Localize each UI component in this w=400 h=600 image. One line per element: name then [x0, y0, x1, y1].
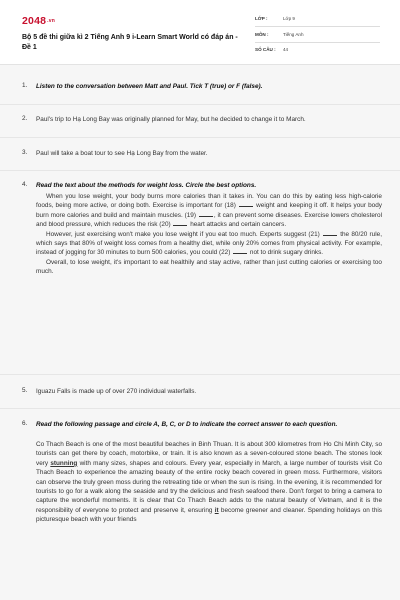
meta-question-count: SỐ CÂU : 44: [255, 47, 289, 52]
divider: [0, 374, 400, 375]
reading-passage: [36, 192, 382, 277]
page: 2048.vn Bộ 5 đề thi giữa kì 2 Tiếng Anh 9 i-Learn Smart World có đáp án - Đề 1 LỚP : Lớp 9 MÔN : Tiếng Anh SỐ CÂU : 44 1. Listen to the conversation between Matt and Paul. Tick T (true) or F (false). 2. Paul's trip to Hạ Long Bay was originally planned for May, but he decided to change it to March. 3. Paul will take a boat tour to see Hạ Long Bay from the water. 4. Read the text about the methods for weight loss. Circle the best options. When you lose weight, your body burns more calories than it takes in. You can do this by eating less high-calorie foods, being more active, or doing both. Exercise is important for (18) weight and keeping it off. It helps your body burn more calories and build and maintain muscles. (19) , it can prevent some diseases. Exercise lowers cholesterol and blood pressure, which reduces the risk (20) heart attacks and certain cancers. However, just exercising won't make you lose weight if you eat too much. Experts suggest (21) the 80/20 rule, which says that 80% of weight loss comes from a healthy diet, while only 20% comes from physical activity. For example, instead of jogging for 30 minutes to burn 500 calories, you could (22) not to drink sugary drinks. Overall, to lose weight, it's important to eat healthily and stay active, rather than just cutting calories or exercising too much. 5. Iguazu Falls is made up of over 270 individual waterfalls. 6. Read the following passage and circle A, B, C, or D to indicate the correct answer to each question. Co Thach Beach is one of the most beautiful beaches in Binh Thuan. It is about 300 kilometres from Ho Chi Minh City, so tourists can get there by coach, motorbike, or train. It is also known as a seven-coloured stone beach. The stones look very stunning with many sizes, shapes and colours. Every year, especially in March, a large number of tourists visit Co Thach Beach to experience the amazing beauty of the entire rocky beach covered in green moss. Furthermore, visitors can observe the truly green moss during the retreating tide or when the sun is rising. In the evening, it is recommended for tourists to go for a walk along the seaside and try the delicious and fresh seafood there. Don't forget to bring a camera to capture the wonderful moments. It is clear that Co Thach Beach adds to the natural beauty of Vietnam, and it is the responsibility of everyone to protect and preserve it, ensuring it become greener and cleaner. Spending holidays on this picturesque beach with your friends: [0, 0, 400, 600]
meta-subject: MÔN : Tiếng Anh: [255, 28, 380, 43]
page-header: [0, 0, 400, 64]
blank-19[interactable]: [199, 211, 213, 217]
reading-passage: [36, 440, 382, 525]
passage-paragraph: When you lose weight, your body burns more calories than it takes in. You can do this by eating less high-calorie foods, being more active, or doing both. Exercise is important for (18) weight and keeping it off. It helps your body burn more calories and build and maintain muscles. (19) , it can prevent some diseases. Exercise lowers cholesterol and blood pressure, which reduces the risk (20) heart attacks and certain cancers.: [36, 193, 383, 229]
document-title: Bộ 5 đề thi giữa kì 2 Tiếng Anh 9 i-Learn Smart World có đáp án - Đề 1: [22, 34, 238, 51]
blank-18[interactable]: [239, 201, 253, 207]
question-text: Paul will take a boat tour to see Hạ Long Bay from the water.: [36, 150, 208, 157]
question-text: Paul's trip to Hạ Long Bay was originally planned for May, but he decided to change it to March.: [36, 116, 306, 123]
divider: [0, 170, 400, 171]
passage-paragraph: However, just exercising won't make you lose weight if you eat too much. Experts suggest (21) the 80/20 rule, which says that 80% of weight loss comes from a healthy diet, while only 20% comes from physical activity. For example, instead of jogging for 30 minutes to burn 500 calories, you could (22) not to drink sugary drinks.: [36, 230, 382, 257]
divider: [0, 408, 400, 409]
passage-paragraph: Overall, to lose weight, it's important to eat healthily and stay active, rather than just cutting calories or exercising too much.: [36, 258, 382, 276]
divider: [0, 137, 400, 138]
blank-21[interactable]: [323, 230, 337, 236]
blank-20[interactable]: [173, 220, 187, 226]
underlined-word-it: it: [214, 506, 219, 514]
divider: [0, 104, 400, 105]
blank-22[interactable]: [233, 248, 247, 254]
question-text: Listen to the conversation between Matt and Paul. Tick T (true) or F (false).: [36, 83, 263, 90]
question-text: Iguazu Falls is made up of over 270 individual waterfalls.: [36, 388, 197, 395]
header-divider: [0, 64, 400, 65]
meta-class: LỚP : Lớp 9: [255, 12, 380, 27]
passage-paragraph: Co Thach Beach is one of the most beautiful beaches in Binh Thuan. It is about 300 kilometres from Ho Chi Minh City, so tourists can get there by coach, motorbike, or train. It is also known as a seven-coloured stone beach. The stones look very stunning with many sizes, shapes and colours. Every year, especially in March, a large number of tourists visit Co Thach Beach to experience the amazing beauty of the entire rocky beach covered in green moss. Furthermore, visitors can observe the truly green moss during the retreating tide or when the sun is rising. In the evening, it is recommended for tourists to go for a walk along the seaside and try the delicious and fresh seafood there. Don't forget to bring a camera to capture the wonderful moments. It is clear that Co Thach Beach adds to the natural beauty of Vietnam, and it is the responsibility of everyone to protect and preserve it, ensuring it become greener and cleaner. Spending holidays on this picturesque beach with your friends: [36, 441, 382, 524]
question-text: Read the text about the methods for weight loss. Circle the best options.: [36, 182, 257, 189]
underlined-word-stunning: stunning: [50, 459, 78, 467]
site-logo[interactable]: 2048.vn: [22, 15, 55, 27]
question-text: Read the following passage and circle A, B, C, or D to indicate the correct answer to each question.: [36, 421, 338, 428]
